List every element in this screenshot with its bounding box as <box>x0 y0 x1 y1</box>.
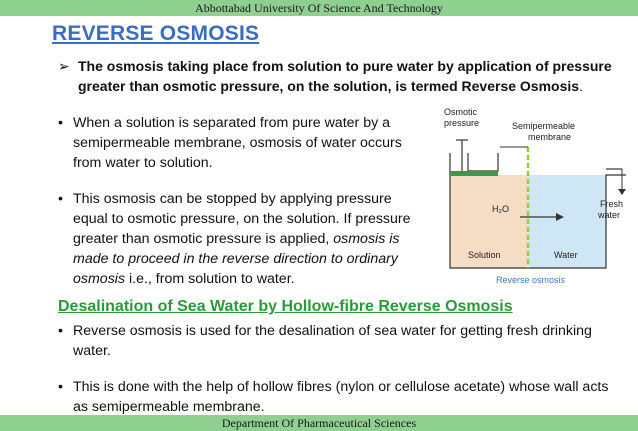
solution-label: Solution <box>468 250 501 260</box>
footer-bar <box>0 415 638 431</box>
piston <box>450 171 498 176</box>
fresh-water-label: Fresh <box>600 199 624 209</box>
bullet-dot: • <box>58 323 63 339</box>
water-label: Water <box>554 250 578 260</box>
osmotic-label: Osmotic <box>444 107 478 117</box>
reverse-osmosis-diagram <box>440 105 630 290</box>
bullet-text-part: This osmosis can be stopped by applying pressure equal to osmotic pressure, on the solution. If pressure greater than osmotic pressure is applied, <box>73 191 411 247</box>
definition-main: The osmosis taking place from solution to pure water by application of pressure greater than osmotic pressure, on the solution, is termed Reverse Osmosis <box>78 58 612 94</box>
bullet-dot: • <box>58 379 63 395</box>
bullet-text-part: i.e., from solution to water. <box>125 271 295 287</box>
bullet-item <box>58 113 418 173</box>
osmotic-label: pressure <box>444 118 480 128</box>
fresh-water-label: water <box>598 210 621 220</box>
diagram-caption: Reverse osmosis <box>496 275 566 285</box>
membrane-label: Semipermeable <box>512 121 576 131</box>
bullet-item <box>58 321 618 361</box>
bullet-text: This is done with the help of hollow fibres (nylon or cellulose acetate) whose wall acts as semipermeable membrane. <box>73 379 609 415</box>
bullet-text: Reverse osmosis is used for the desalination of sea water for getting fresh drinking water. <box>73 323 592 359</box>
arrow-bullet-icon: ➢ <box>58 58 70 74</box>
piston-guide <box>468 153 498 171</box>
bullet-text-emphasis: osmosis is made to proceed in the reverse direction to ordinary osmosis <box>73 231 400 287</box>
university-name: Abbottabad University Of Science And Technology <box>195 0 443 15</box>
bullet-text: When a solution is separated from pure water by a semipermeable membrane, osmosis of water occurs from water to solution. <box>73 115 402 171</box>
h2o-label: H₂O <box>492 204 509 214</box>
header-bar <box>0 0 638 16</box>
bullet-item <box>58 189 428 289</box>
bullet-dot: • <box>58 191 63 207</box>
bullet-dot: • <box>58 115 63 131</box>
membrane-label: membrane <box>528 132 572 142</box>
definition-text <box>58 56 618 96</box>
definition-period: . <box>579 78 583 94</box>
bullet-item <box>58 377 618 417</box>
section-heading: Desalination of Sea Water by Hollow-fibre Reverse Osmosis <box>58 298 513 315</box>
department-name: Department Of Pharmaceutical Sciences <box>221 415 417 430</box>
slide-title: REVERSE OSMOSIS <box>52 22 260 45</box>
outlet-arrow-head <box>618 189 626 195</box>
bullet-text <box>58 189 428 289</box>
definition <box>58 56 618 96</box>
